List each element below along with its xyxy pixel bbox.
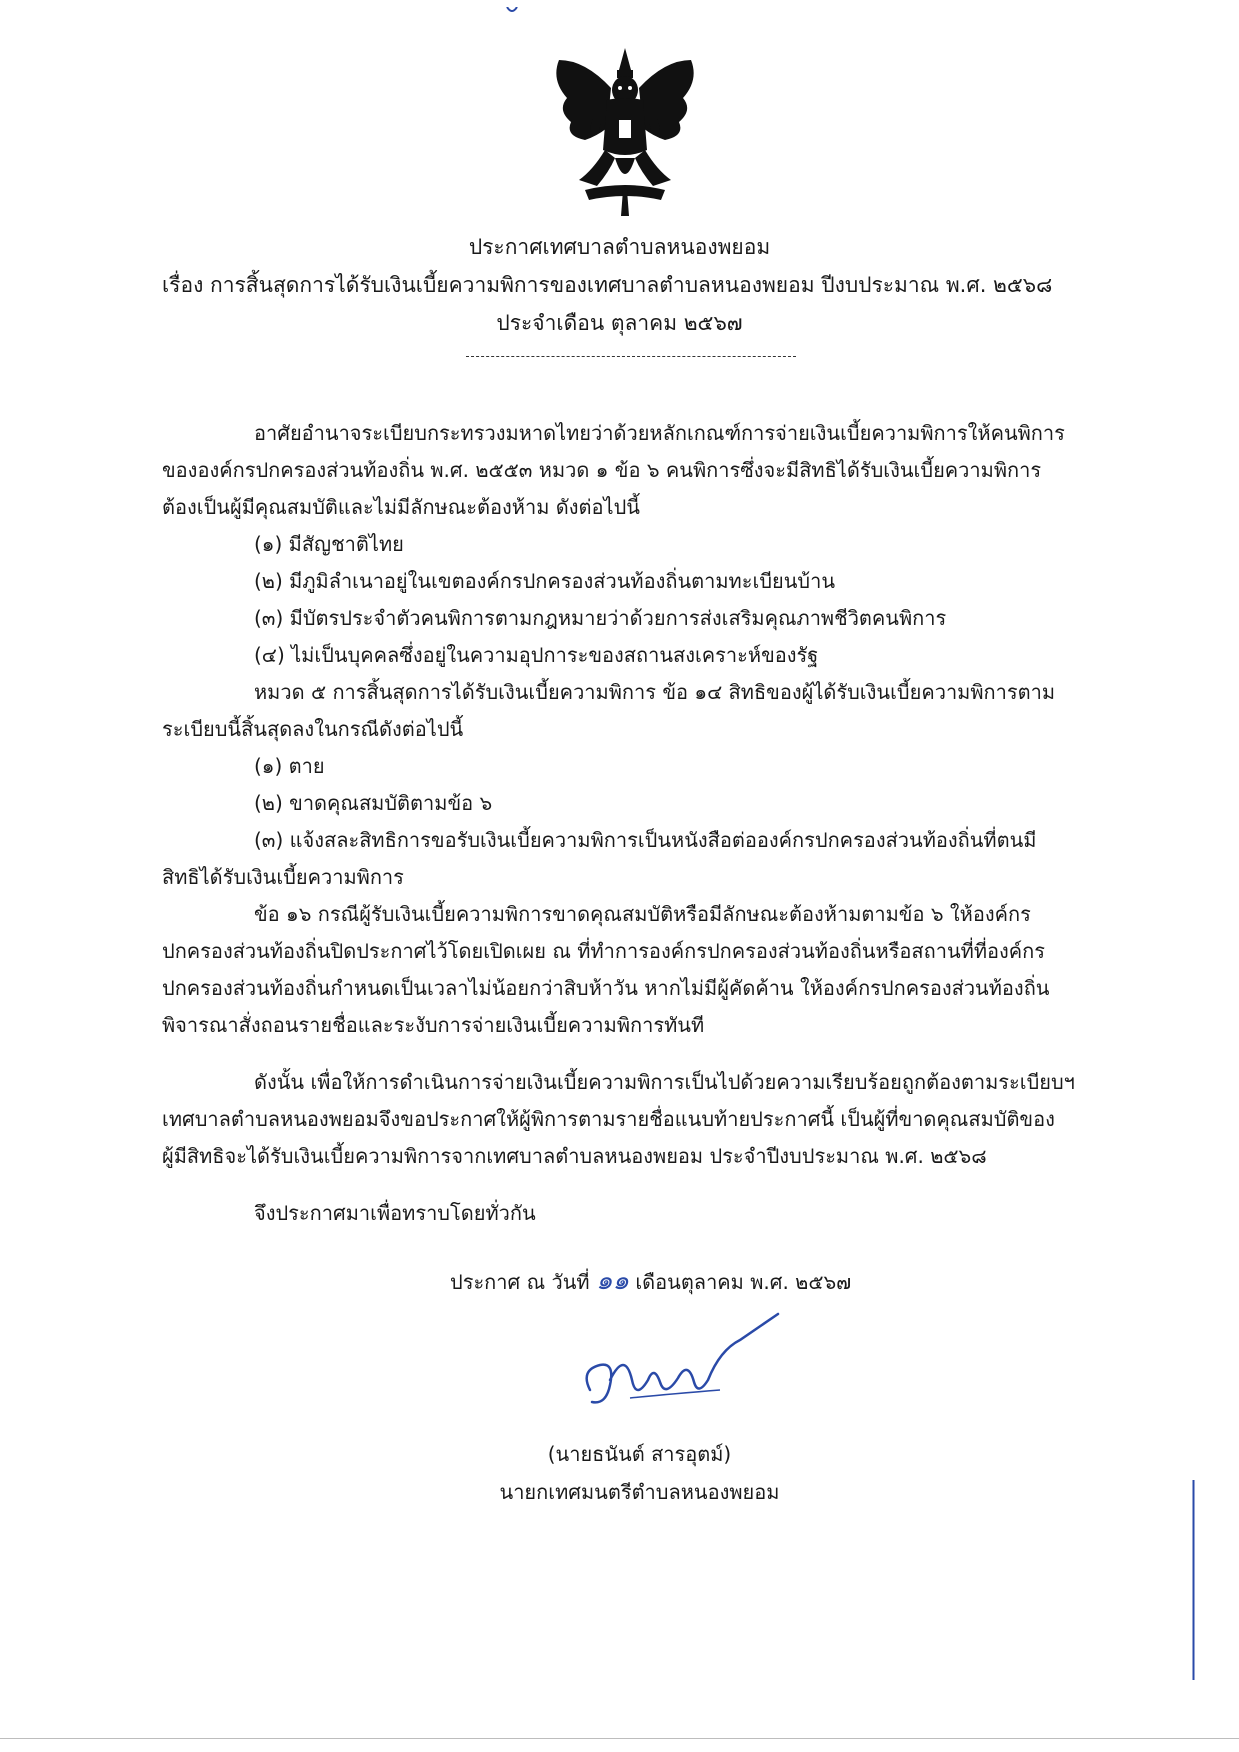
clause16-line: ปกครองส่วนท้องถิ่นปิดประกาศไว้โดยเปิดเผย ณ ที่ทำการองค์กรปกครองส่วนท้องถิ่นหรือสถานที่ที่องค์กร [162,939,1046,963]
announcement-body [162,415,1102,1232]
clause16-line: ปกครองส่วนท้องถิ่นกำหนดเป็นเวลาไม่น้อยกว่าสิบห้าวัน หากไม่มีผู้คัดค้าน ให้องค์กรปกครองส่วนท้องถิ่น [162,976,1050,1000]
qualification-item: (๔) ไม่เป็นบุคคลซึ่งอยู่ในความอุปการะของสถานสงเคราะห์ของรัฐ [254,643,819,667]
closing-line: จึงประกาศมาเพื่อทราบโดยทั่วกัน [254,1201,536,1225]
announcement-title: ประกาศเทศบาลตำบลหนองพยอม [468,235,771,259]
intro-line: ต้องเป็นผู้มีคุณสมบัติและไม่มีลักษณะต้องห้าม ดังต่อไปนี้ [162,495,640,519]
qualification-item: (๓) มีบัตรประจำตัวคนพิการตามกฎหมายว่าด้วยการส่งเสริมคุณภาพชีวิตคนพิการ [254,606,947,630]
clause16-line: ข้อ ๑๖ กรณีผู้รับเงินเบี้ยความพิการขาดคุณสมบัติหรือมีลักษณะต้องห้ามตามข้อ ๖ ให้องค์กร [254,902,1031,926]
ink-mark [505,0,519,8]
termination-item: (๑) ตาย [254,754,325,778]
signer-name: (นายธนันต์ สารอุตม์) [547,1442,732,1466]
chapter5-line: ระเบียบนี้สิ้นสุดลงในกรณีดังต่อไปนี้ [162,717,464,741]
announcement-period: ประจำเดือน ตุลาคม ๒๕๖๗ [496,311,743,335]
chapter5-line: หมวด ๕ การสิ้นสุดการได้รับเงินเบี้ยความพิการ ข้อ ๑๔ สิทธิของผู้ได้รับเงินเบี้ยความพิการตาม [254,680,1056,704]
termination-item: (๒) ขาดคุณสมบัติตามข้อ ๖ [254,791,493,815]
announcement-date [450,1260,851,1301]
announcement-subject: เรื่อง การสิ้นสุดการได้รับเงินเบี้ยความพิการของเทศบาลตำบลหนองพยอม ปีงบประมาณ พ.ศ. ๒๕๖๘ [162,273,1053,297]
page-bottom-edge [0,1738,1239,1739]
announcement-header [0,228,1239,342]
date-day: ๑๑ [595,1266,629,1296]
header-divider [466,356,796,357]
termination-item: (๓) แจ้งสละสิทธิการขอรับเงินเบี้ยความพิการเป็นหนังสือต่อองค์กรปกครองส่วนท้องถิ่นที่ตนมี [254,828,1037,852]
intro-line: ขององค์กรปกครองส่วนท้องถิ่น พ.ศ. ๒๕๕๓ หมวด ๑ ข้อ ๖ คนพิการซึ่งจะมีสิทธิได้รับเงินเบี้ยความพิการ [162,458,1042,482]
signer-title: นายกเทศมนตรีตำบลหนองพยอม [499,1480,780,1504]
date-suffix: เดือนตุลาคม พ.ศ. ๒๕๖๗ [635,1270,852,1294]
conclusion-line: ผู้มีสิทธิจะได้รับเงินเบี้ยความพิการจากเทศบาลตำบลหนองพยอม ประจำปีงบประมาณ พ.ศ. ๒๕๖๘ [162,1144,987,1168]
conclusion-line: เทศบาลตำบลหนองพยอมจึงขอประกาศให้ผู้พิการตามรายชื่อแนบท้ายประกาศนี้ เป็นผู้ที่ขาดคุณสมบัติของ [162,1107,1055,1131]
qualification-item: (๒) มีภูมิลำเนาอยู่ในเขตองค์กรปกครองส่วนท้องถิ่นตามทะเบียนบ้าน [254,569,835,593]
intro-line: อาศัยอำนาจระเบียบกระทรวงมหาดไทยว่าด้วยหลักเกณฑ์การจ่ายเงินเบี้ยความพิการให้คนพิการ [254,421,1065,445]
conclusion-line: ดังนั้น เพื่อให้การดำเนินการจ่ายเงินเบี้ยความพิการเป็นไปด้วยความเรียบร้อยถูกต้องตามระเบียบฯ [254,1070,1075,1094]
garuda-emblem-icon [545,40,705,220]
signature-icon [570,1310,790,1420]
margin-ink-mark [1192,1480,1195,1680]
qualification-item: (๑) มีสัญชาติไทย [254,532,404,556]
date-prefix: ประกาศ ณ วันที่ [450,1270,590,1294]
termination-continuation: สิทธิได้รับเงินเบี้ยความพิการ [162,865,404,889]
clause16-line: พิจารณาสั่งถอนรายชื่อและระงับการจ่ายเงินเบี้ยความพิการทันที [162,1013,705,1037]
